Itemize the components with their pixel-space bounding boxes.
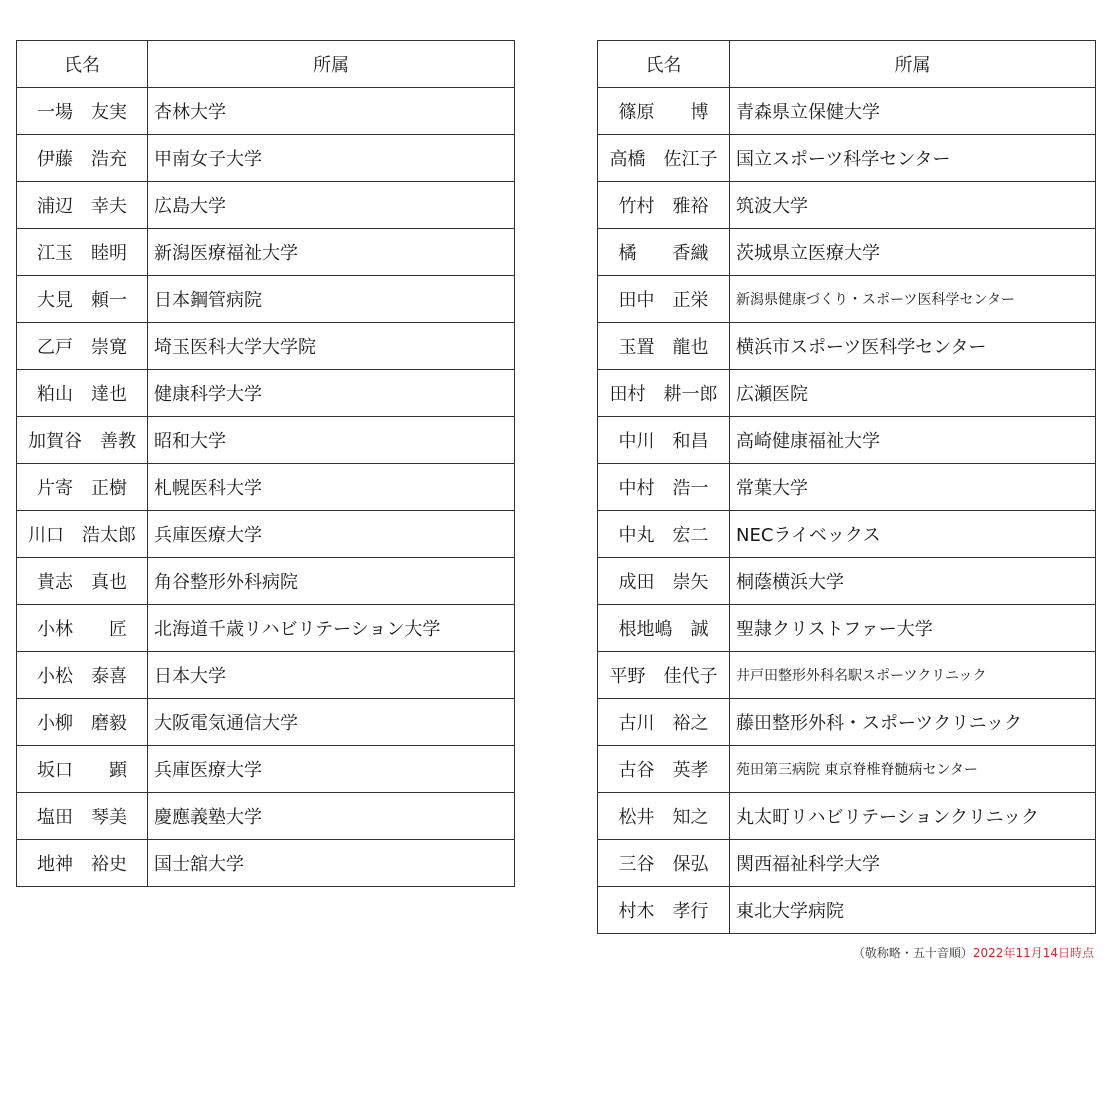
table-row [598, 746, 1096, 793]
member-name: 貴志 真也 [17, 558, 148, 605]
table-row [17, 323, 515, 370]
member-table-right [597, 40, 1096, 934]
member-name: 根地嶋 誠 [598, 605, 730, 652]
member-affiliation: 新潟医療福祉大学 [148, 229, 515, 276]
header-name: 氏名 [598, 41, 730, 88]
table-row [598, 793, 1096, 840]
member-name: 古谷 英孝 [598, 746, 730, 793]
table-row [598, 464, 1096, 511]
table-row [598, 652, 1096, 699]
table-row [598, 511, 1096, 558]
member-name: 松井 知之 [598, 793, 730, 840]
member-affiliation: 兵庫医療大学 [148, 511, 515, 558]
member-name: 伊藤 浩充 [17, 135, 148, 182]
table-header-row [17, 41, 515, 88]
member-name: 塩田 琴美 [17, 793, 148, 840]
table-row [598, 88, 1096, 135]
member-name: 加賀谷 善教 [17, 417, 148, 464]
member-affiliation: 藤田整形外科・スポーツクリニック [730, 699, 1096, 746]
member-affiliation: 杏林大学 [148, 88, 515, 135]
member-affiliation: 丸太町リハビリテーションクリニック [730, 793, 1096, 840]
header-name: 氏名 [17, 41, 148, 88]
table-row [17, 840, 515, 887]
member-affiliation: 北海道千歳リハビリテーション大学 [148, 605, 515, 652]
table-row [598, 276, 1096, 323]
table-row [17, 229, 515, 276]
member-name: 江玉 睦明 [17, 229, 148, 276]
member-affiliation: 青森県立保健大学 [730, 88, 1096, 135]
table-header-row [598, 41, 1096, 88]
member-name: 坂口 顕 [17, 746, 148, 793]
member-name: 地神 裕史 [17, 840, 148, 887]
member-name: 古川 裕之 [598, 699, 730, 746]
member-name: 玉置 龍也 [598, 323, 730, 370]
member-affiliation: 高崎健康福祉大学 [730, 417, 1096, 464]
table-row [598, 229, 1096, 276]
member-name: 竹村 雅裕 [598, 182, 730, 229]
table-row [17, 511, 515, 558]
member-affiliation: 札幌医科大学 [148, 464, 515, 511]
member-affiliation: 新潟県健康づくり・スポーツ医科学センター [730, 276, 1096, 323]
member-affiliation: NECライベックス [730, 511, 1096, 558]
table-row [598, 558, 1096, 605]
table-row [17, 699, 515, 746]
member-affiliation: 筑波大学 [730, 182, 1096, 229]
member-affiliation: 国士舘大学 [148, 840, 515, 887]
member-name: 浦辺 幸夫 [17, 182, 148, 229]
table-row [598, 840, 1096, 887]
table-row [17, 135, 515, 182]
member-name: 平野 佳代子 [598, 652, 730, 699]
member-affiliation: 日本鋼管病院 [148, 276, 515, 323]
member-affiliation: 昭和大学 [148, 417, 515, 464]
member-affiliation: 井戸田整形外科名駅スポーツクリニック [730, 652, 1096, 699]
member-name: 中丸 宏二 [598, 511, 730, 558]
table-row [17, 558, 515, 605]
member-table-left [16, 40, 515, 887]
member-affiliation: 慶應義塾大学 [148, 793, 515, 840]
table-row [598, 370, 1096, 417]
table-row [17, 605, 515, 652]
member-affiliation: 日本大学 [148, 652, 515, 699]
footnote [853, 944, 1094, 961]
member-rows-right [598, 88, 1096, 934]
footnote-note: （敬称略・五十音順） [852, 946, 973, 960]
table-row [17, 182, 515, 229]
footnote-date: 2022年11月14日時点 [972, 946, 1094, 960]
member-affiliation: 健康科学大学 [148, 370, 515, 417]
member-affiliation: 国立スポーツ科学センター [730, 135, 1096, 182]
member-name: 一場 友実 [17, 88, 148, 135]
member-affiliation: 苑田第三病院 東京脊椎脊髄病センター [730, 746, 1096, 793]
member-affiliation: 甲南女子大学 [148, 135, 515, 182]
table-row [598, 887, 1096, 934]
table-row [17, 793, 515, 840]
member-name: 田中 正栄 [598, 276, 730, 323]
header-affiliation: 所属 [730, 41, 1096, 88]
member-name: 中川 和昌 [598, 417, 730, 464]
member-name: 小柳 磨毅 [17, 699, 148, 746]
table-row [17, 652, 515, 699]
member-name: 乙戸 崇寛 [17, 323, 148, 370]
member-rows-left [17, 88, 515, 887]
table-row [17, 370, 515, 417]
member-affiliation: 角谷整形外科病院 [148, 558, 515, 605]
table-row [598, 417, 1096, 464]
member-name: 田村 耕一郎 [598, 370, 730, 417]
member-affiliation: 関西福祉科学大学 [730, 840, 1096, 887]
member-affiliation: 広島大学 [148, 182, 515, 229]
member-affiliation: 大阪電気通信大学 [148, 699, 515, 746]
member-name: 中村 浩一 [598, 464, 730, 511]
member-affiliation: 茨城県立医療大学 [730, 229, 1096, 276]
header-affiliation: 所属 [148, 41, 515, 88]
member-affiliation: 埼玉医科大学大学院 [148, 323, 515, 370]
member-affiliation: 横浜市スポーツ医科学センター [730, 323, 1096, 370]
member-affiliation: 常葉大学 [730, 464, 1096, 511]
member-name: 三谷 保弘 [598, 840, 730, 887]
table-row [598, 135, 1096, 182]
member-affiliation: 東北大学病院 [730, 887, 1096, 934]
member-affiliation: 兵庫医療大学 [148, 746, 515, 793]
table-row [17, 276, 515, 323]
table-row [598, 323, 1096, 370]
member-affiliation: 聖隷クリストファー大学 [730, 605, 1096, 652]
member-affiliation: 桐蔭横浜大学 [730, 558, 1096, 605]
member-affiliation: 広瀬医院 [730, 370, 1096, 417]
table-row [598, 605, 1096, 652]
member-name: 村木 孝行 [598, 887, 730, 934]
member-name: 大見 頼一 [17, 276, 148, 323]
member-name: 篠原 博 [598, 88, 730, 135]
member-name: 成田 崇矢 [598, 558, 730, 605]
member-name: 高橋 佐江子 [598, 135, 730, 182]
table-row [598, 182, 1096, 229]
table-row [17, 88, 515, 135]
member-name: 橘 香織 [598, 229, 730, 276]
member-name: 小林 匠 [17, 605, 148, 652]
member-name: 片寄 正樹 [17, 464, 148, 511]
table-row [17, 464, 515, 511]
member-name: 粕山 達也 [17, 370, 148, 417]
table-row [598, 699, 1096, 746]
member-name: 小松 泰喜 [17, 652, 148, 699]
table-row [17, 746, 515, 793]
member-name: 川口 浩太郎 [17, 511, 148, 558]
table-row [17, 417, 515, 464]
